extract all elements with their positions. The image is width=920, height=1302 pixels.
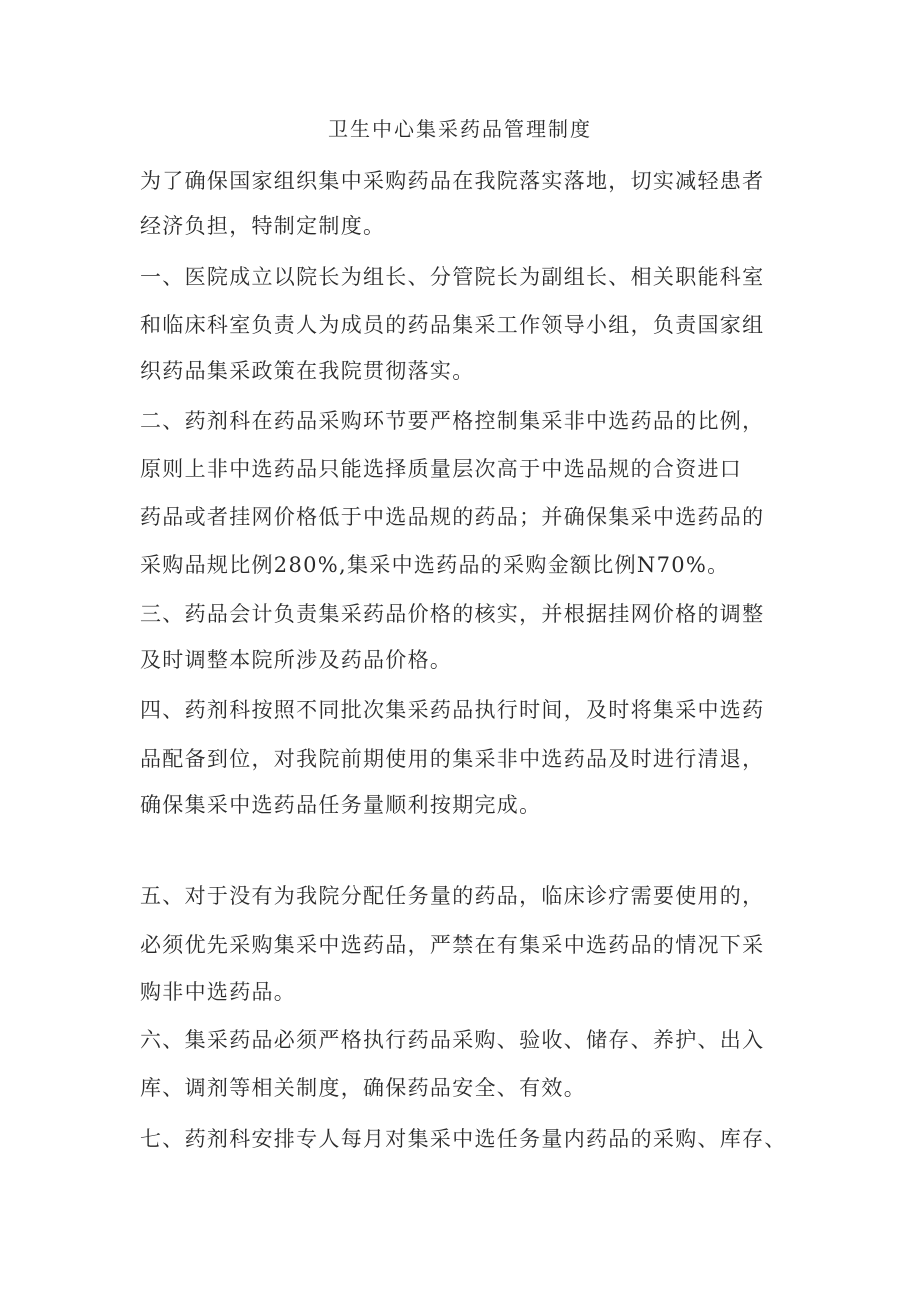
paragraph-line: 确保集采中选药品任务量顺利按期完成。: [140, 793, 542, 817]
paragraph-line: 为了确保国家组织集中采购药品在我院落实落地，切实减轻患者: [140, 169, 765, 193]
paragraph-line: 四、药剂科按照不同批次集采药品执行时间，及时将集采中选药: [140, 698, 765, 722]
paragraph-line: 五、对于没有为我院分配任务量的药品，临床诊疗需要使用的，: [140, 884, 765, 908]
paragraph-line: 及时调整本院所涉及药品价格。: [140, 648, 453, 672]
paragraph-line: 购非中选药品。: [140, 980, 297, 1004]
paragraph-line: 三、药品会计负责集采药品价格的核实，并根据挂网价格的调整: [140, 602, 765, 626]
document-title: 卫生中心集采药品管理制度: [328, 117, 592, 141]
paragraph-line: 一、医院成立以院长为组长、分管院长为副组长、相关职能科室: [140, 265, 765, 289]
paragraph-line: 七、药剂科安排专人每月对集采中选任务量内药品的采购、库存、: [140, 1127, 787, 1151]
paragraph-line: 药品或者挂网价格低于中选品规的药品；并确保集采中选药品的: [140, 505, 765, 529]
paragraph-line: 必须优先采购集采中选药品，严禁在有集采中选药品的情况下采: [140, 933, 765, 957]
paragraph-line: 和临床科室负责人为成员的药品集采工作领导小组，负责国家组: [140, 313, 765, 337]
paragraph-line: 库、调剂等相关制度，确保药品安全、有效。: [140, 1076, 586, 1100]
paragraph-line: 六、集采药品必须严格执行药品采购、验收、储存、养护、出入: [140, 1028, 765, 1052]
paragraph-line: 二、药剂科在药品采购环节要严格控制集采非中选药品的比例，: [140, 409, 765, 433]
paragraph-line: 织药品集采政策在我院贯彻落实。: [140, 359, 475, 383]
paragraph-line: 经济负担，特制定制度。: [140, 214, 386, 238]
paragraph-line: 采购品规比例280%,集采中选药品的采购金额比例N70%。: [140, 553, 730, 577]
paragraph-line: 原则上非中选药品只能选择质量层次高于中选品规的合资进口: [140, 457, 743, 481]
paragraph-line: 品配备到位，对我院前期使用的集采非中选药品及时进行清退，: [140, 747, 765, 771]
